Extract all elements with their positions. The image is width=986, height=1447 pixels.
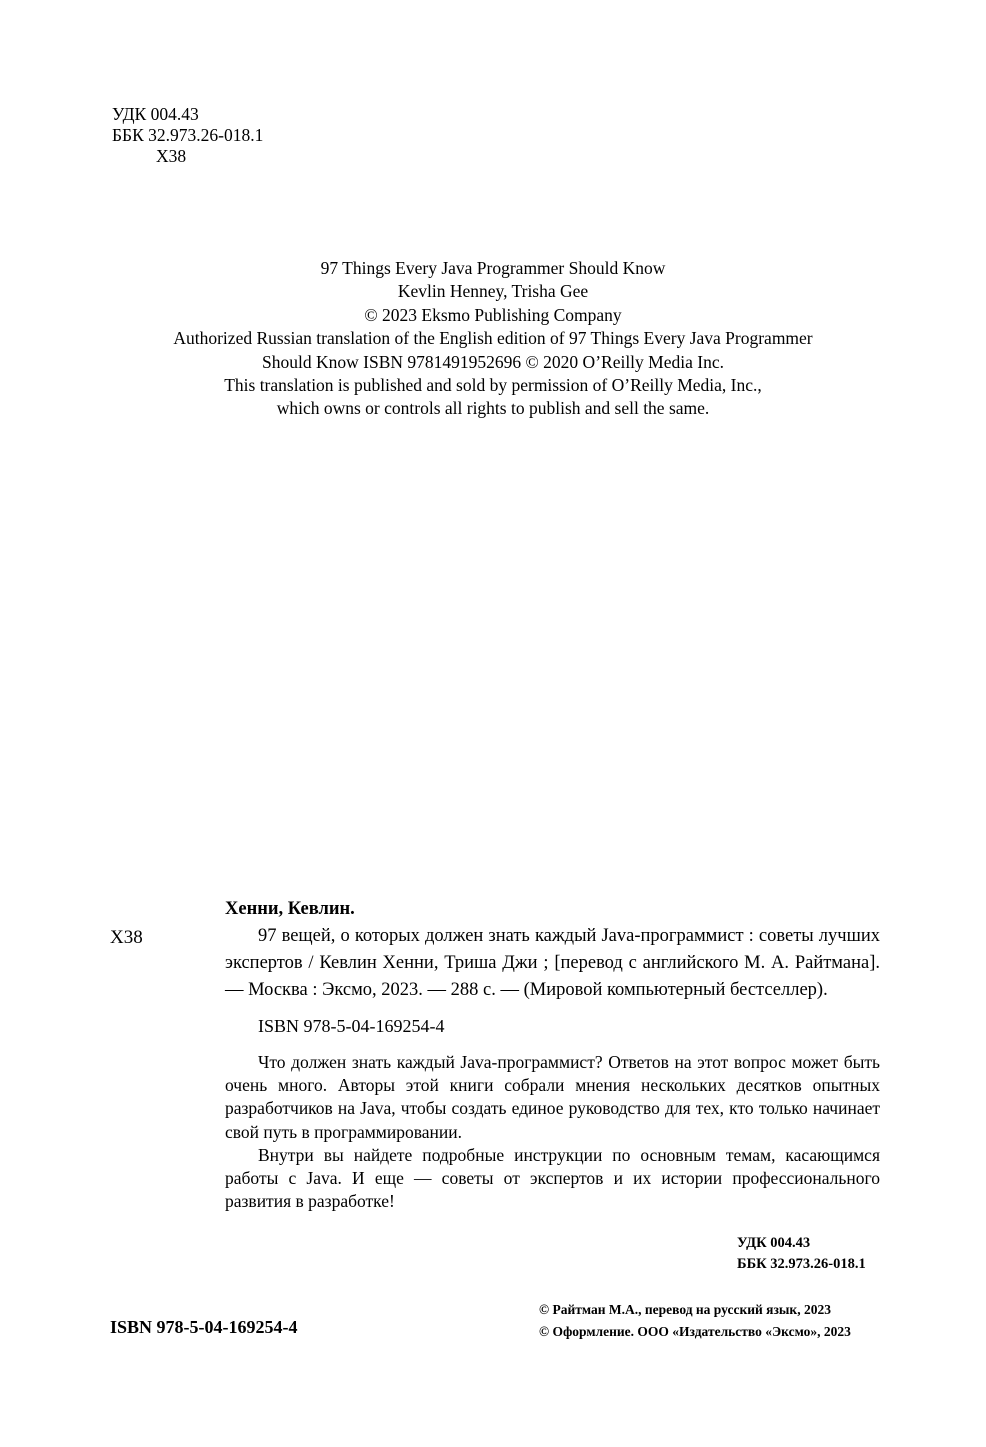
author-sign-code: Х38 bbox=[156, 146, 187, 166]
annotation-paragraph-2: Внутри вы найдете подробные инструкции по основным темам, касающимся работы с Java. И еще — советы от экспертов и их истории профессионального развития в разработке! bbox=[225, 1144, 880, 1212]
english-copyright-block bbox=[0, 257, 986, 421]
top-classification-block bbox=[112, 104, 263, 167]
bibliographic-description: 97 вещей, о которых должен знать каждый Java-программист : советы лучших экспертов / Кевлин Хенни, Триша Джи ; [перевод с английского М. А. Райтмана]. — Москва : Эксмо, 2023. — 288 с. — (Мировой компьютерный бестселлер). bbox=[225, 926, 880, 1000]
bbk-code: ББК 32.973.26-018.1 bbox=[112, 125, 264, 145]
english-imprint-line: Kevlin Henney, Trisha Gee bbox=[397, 281, 589, 302]
catalog-margin-code: Х38 bbox=[110, 927, 143, 948]
english-imprint-line: This translation is published and sold by permission of O’Reilly Media, Inc., bbox=[224, 375, 762, 396]
english-imprint-line: © 2023 Eksmo Publishing Company bbox=[364, 304, 622, 325]
udk-code-bottom: УДК 004.43 bbox=[737, 1235, 811, 1251]
english-imprint-line: which owns or controls all rights to publish and sell the same. bbox=[276, 398, 710, 419]
udk-code: УДК 004.43 bbox=[112, 104, 199, 124]
copyright-line-design: © Оформление. ООО «Издательство «Эксмо», 2023 bbox=[539, 1324, 851, 1339]
footer-copyright-block bbox=[539, 1299, 851, 1343]
english-imprint-line: Authorized Russian translation of the English edition of 97 Things Every Java Programmer bbox=[173, 328, 813, 349]
copyright-line-translation: © Райтман М.А., перевод на русский язык, 2023 bbox=[539, 1302, 831, 1317]
catalog-isbn: ISBN 978-5-04-169254-4 bbox=[258, 1016, 445, 1036]
catalog-card bbox=[225, 896, 880, 1213]
english-imprint-line: Should Know ISBN 9781491952696 © 2020 O’Reilly Media Inc. bbox=[262, 351, 724, 372]
author-heading: Хенни, Кевлин. bbox=[225, 899, 355, 919]
bottom-classification-block bbox=[737, 1233, 866, 1275]
bbk-code-bottom: ББК 32.973.26-018.1 bbox=[737, 1256, 866, 1272]
footer-isbn: ISBN 978-5-04-169254-4 bbox=[110, 1317, 298, 1337]
annotation-paragraph-1: Что должен знать каждый Java-программист? Ответов на этот вопрос может быть очень много. Авторы этой книги собрали мнения нескольких десятков опытных разработчиков на Java, чтобы создать единое руководство для тех, кто только начинает свой путь в программировании. bbox=[225, 1052, 880, 1142]
english-imprint-line: 97 Things Every Java Programmer Should Know bbox=[320, 258, 666, 278]
